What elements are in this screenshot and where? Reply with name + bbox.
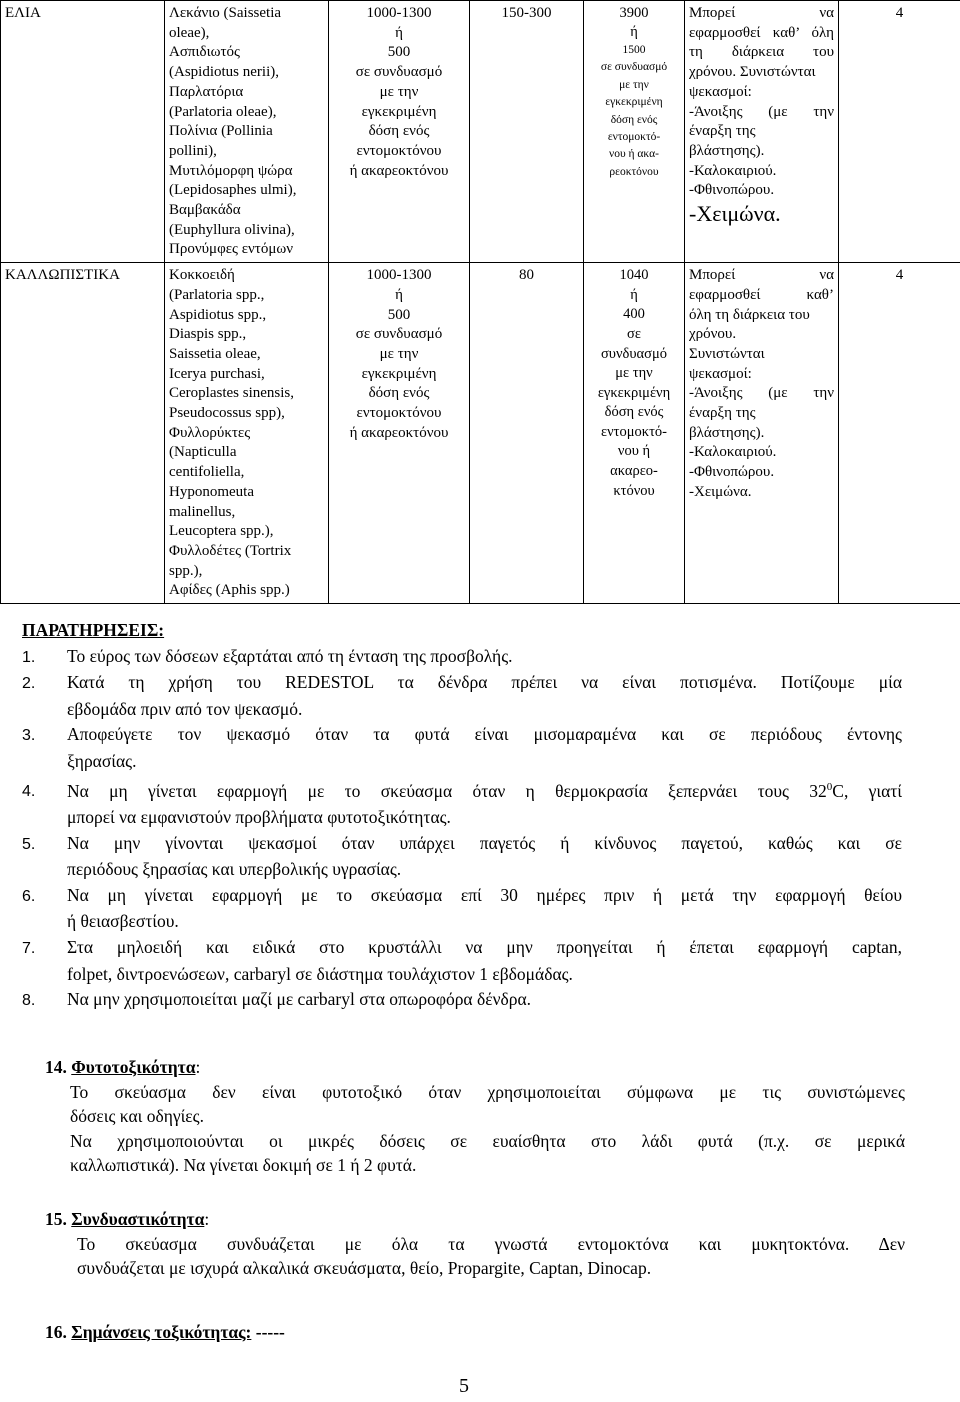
pest-line: Προνύμφες εντόμων [169, 241, 294, 258]
pest-line: Pseudocossus spp), [169, 405, 285, 422]
section-title: Συνδυαστικότητα [71, 1209, 205, 1229]
remark-item [22, 883, 902, 935]
dose-line: 1000-1300 [366, 267, 432, 284]
water-line: κτόνου [613, 482, 655, 499]
water-line: δόση ενός [610, 113, 658, 126]
dose-line: εγκεκριμένη [361, 103, 437, 120]
remark-text: ξηρασίας. [67, 750, 137, 771]
pest-line: Leucoptera spp.), [169, 523, 274, 540]
pest-line: Icerya purchasi, [169, 365, 265, 382]
remark-text: Αποφεύγετε τον ψεκασμό όταν τα φυτά είναι μισομαραμένα και σε περιόδους έντονης [67, 724, 902, 745]
pest-line: Saissetia oleae, [169, 345, 261, 362]
remark-text: folpet, διντροενώσεων, carbaryl σε διάστημα τουλάχιστον 1 εβδομάδας. [67, 963, 573, 984]
section-value: ----- [255, 1322, 285, 1342]
dose-line: 500 [387, 44, 411, 61]
water-line: ή [630, 24, 638, 40]
pest-line: Φυλλορύκτες [169, 424, 251, 441]
pest-line: Παρλατόρια [169, 83, 244, 100]
toxicity-labels-section [45, 1320, 905, 1345]
dose-line: ή [395, 24, 403, 41]
remark-item [22, 987, 902, 1014]
dose-per-area: 150-300 [501, 5, 552, 21]
pest-line: Κοκκοειδή [169, 267, 235, 284]
pest-line: Φυλλοδέτες (Tortrix [169, 542, 292, 559]
pest-line: malinellus, [169, 503, 236, 520]
timing-line: -Καλοκαιριού. [689, 162, 777, 179]
remark-item [22, 775, 902, 831]
timing-line: όλη τη διάρκεια του [689, 306, 810, 323]
remark-number: 5. [22, 835, 36, 853]
section-colon: : [204, 1209, 210, 1229]
pest-line: Diaspis spp., [169, 326, 247, 343]
timing-line: -Χειμώνα. [689, 201, 781, 227]
dose-line: σε συνδυασμό [355, 326, 443, 343]
pest-line: Hyponomeuta [169, 483, 254, 500]
pest-line: centifoliella, [169, 464, 245, 481]
timing-line: έναρξη της [689, 123, 756, 140]
section-title: Σημάνσεις τοξικότητας: [71, 1322, 252, 1342]
water-line: ακαρεο- [610, 463, 658, 480]
remark-text: ή θειασβεστίου. [67, 911, 179, 932]
pest-line: (Euphyllura olivina), [169, 221, 295, 238]
remark-text: Να μη γίνεται εφαρμογή με το σκεύασμα όταν η θερμοκρασία ξεπερνάει τους 32 [67, 780, 827, 801]
crop-cell [1, 1, 165, 263]
remark-text: μπορεί να εμφανιστούν προβλήματα φυτοτοξικότητας. [67, 806, 451, 827]
max-sprays-cell [839, 263, 960, 604]
dosage-table [0, 0, 960, 604]
remark-number: 6. [22, 887, 36, 905]
remarks-section [22, 618, 902, 1014]
water-line: 400 [623, 306, 645, 323]
water-volume-cell [584, 1, 685, 263]
remark-item [22, 935, 902, 987]
timing-line: τη διάρκεια του [689, 44, 834, 61]
water-line: σε [627, 325, 641, 342]
dose-line: με την [379, 83, 419, 100]
section-line: δόσεις και οδηγίες. [70, 1106, 204, 1126]
pest-line: Aspidiotus spp., [169, 306, 267, 323]
water-line: εγκεκριμένη [605, 96, 663, 109]
dose-line: με την [379, 345, 419, 362]
pests-cell [165, 1, 329, 263]
dose-line: σε συνδυασμό [355, 64, 443, 81]
remark-text: περιόδους ξηρασίας και υπερβολικής υγρασίας. [67, 859, 402, 880]
crop-name: ΕΛΙΑ [5, 5, 41, 21]
dose-line: ή ακαρεοκτόνου [349, 162, 449, 179]
water-volume-cell [584, 263, 685, 604]
pest-line: Πολίνια (Pollinia pollini), [169, 123, 273, 159]
timing-line: -Φθινοπώρου. [689, 464, 775, 481]
dose-cell [329, 1, 470, 263]
remarks-list [22, 644, 902, 1014]
timing-line: Μπορεί να [689, 267, 834, 284]
remark-number: 4. [22, 783, 36, 801]
dose-line: ή ακαρεοκτόνου [349, 424, 449, 441]
pests-cell [165, 263, 329, 604]
pest-line: Αφίδες (Aphis spp.) [169, 582, 290, 599]
section-number: 15. [45, 1209, 67, 1229]
max-sprays-cell [839, 1, 960, 263]
dose-line: εγκεκριμένη [361, 365, 437, 382]
pest-line: (Parlatoria oleae), [169, 103, 277, 120]
section-line: συνδυάζεται με ισχυρά αλκαλικά σκευάσματα, θείο, Propargite, Captan, Dinocap. [77, 1258, 652, 1278]
dose-line: 1000-1300 [366, 5, 432, 21]
water-line: συνδυασμό [600, 345, 667, 362]
remark-text: εβδομάδα πριν από τον ψεκασμό. [67, 698, 303, 719]
dose-line: 500 [387, 306, 411, 323]
water-line: ρεοκτόνου [609, 165, 659, 178]
section-line: Το σκεύασμα συνδυάζεται με όλα τα γνωστά εντομοκτόνα και μυκητοκτόνα. Δεν [77, 1233, 905, 1254]
remark-item [22, 831, 902, 883]
crop-cell [1, 263, 165, 604]
section-line: Να χρησιμοποιούνται οι μικρές δόσεις σε ευαίσθητα στο λάδι φυτά (π.χ. σε μερικά [70, 1130, 905, 1151]
remark-item [22, 670, 902, 722]
remarks-heading: ΠΑΡΑΤΗΡΗΣΕΙΣ: [22, 620, 165, 640]
pest-line: (Napticulla [169, 444, 237, 461]
section-line: Το σκεύασμα δεν είναι φυτοτοξικό όταν χρησιμοποιείται σύμφωνα με τις συνιστώμενες [70, 1081, 905, 1102]
timing-line: βλάστησης). [689, 424, 765, 441]
remark-number: 7. [22, 939, 36, 957]
water-line: δόση ενός [604, 404, 664, 421]
timing-line: -Χειμώνα. [689, 483, 752, 500]
timing-line: εφαρμοσθεί καθ’ [689, 286, 834, 303]
water-line: νου ή ακα- [609, 148, 659, 161]
water-line: με την [619, 78, 649, 91]
water-line: εντομοκτό- [607, 131, 661, 144]
remark-number: 8. [22, 992, 36, 1010]
timing-cell [685, 1, 839, 263]
timing-line: -Άνοιξης (με την [689, 103, 834, 120]
water-line: με την [615, 365, 653, 382]
remark-text: Να μην γίνονται ψεκασμοί όταν υπάρχει παγετός ή κίνδυνος παγετού, καθώς και σε [67, 832, 902, 853]
timing-line: Συνιστώνται [689, 345, 765, 362]
remark-item [22, 644, 902, 671]
compatibility-section [45, 1207, 905, 1281]
timing-line: ψεκασμοί: [689, 365, 752, 382]
section-title: Φυτοτοξικότητα [71, 1057, 196, 1077]
timing-line: -Καλοκαιριού. [689, 444, 777, 461]
remark-text: Να μην χρησιμοποιείται μαζί με carbaryl στα οπωροφόρα δένδρα. [67, 989, 531, 1010]
timing-line: χρόνου. Συνιστώνται [689, 64, 816, 81]
water-line: 3900 [619, 5, 649, 21]
water-line: νου ή [617, 443, 651, 460]
timing-line: ψεκασμοί: [689, 83, 752, 100]
remark-text: Στα μηλοειδή και ειδικά στο κρυστάλλι να μην προηγείται ή έπεται εφαρμογή captan, [67, 936, 902, 957]
dose-per-area-cell [470, 263, 584, 604]
timing-line: -Άνοιξης (με την [689, 385, 834, 402]
timing-line: -Φθινοπώρου. [689, 182, 775, 199]
dose-per-area-cell [470, 1, 584, 263]
dose-line: εντομοκτόνου [356, 142, 442, 159]
timing-line: Μπορεί να [689, 5, 834, 21]
pest-line: Λεκάνιο (Saissetia oleae), [169, 5, 282, 41]
dose-line: ή [395, 286, 403, 303]
max-sprays: 4 [895, 5, 904, 21]
water-line: σε συνδυασμό [600, 61, 668, 74]
pest-line: (Aspidiotus nerii), [169, 64, 279, 81]
dose-per-area: 80 [519, 267, 534, 284]
remark-number: 1. [22, 648, 36, 666]
pest-line: Βαμβακάδα [169, 202, 241, 219]
timing-line: έναρξη της [689, 405, 756, 422]
section-body [45, 1232, 905, 1281]
water-line: εντομοκτό- [601, 423, 667, 440]
timing-cell [685, 263, 839, 604]
water-line: ή [630, 286, 638, 303]
dose-line: εντομοκτόνου [356, 405, 442, 422]
table-row [1, 1, 960, 263]
section-number: 14. [45, 1057, 67, 1077]
remark-number: 3. [22, 727, 36, 745]
section-colon: : [195, 1057, 201, 1077]
remark-text: Να μη γίνεται εφαρμογή με το σκεύασμα επί 30 ημέρες πριν ή μετά την εφαρμογή θείου [67, 884, 902, 905]
section-line: καλλωπιστικά). Να γίνεται δοκιμή σε 1 ή 2 φυτά. [70, 1155, 417, 1175]
dose-cell [329, 263, 470, 604]
remark-text: C, γιατί [832, 780, 902, 801]
pest-line: (Lepidosaphes ulmi), [169, 182, 297, 199]
water-line: 1500 [622, 44, 646, 56]
dose-line: δόση ενός [368, 385, 430, 402]
dose-line: δόση ενός [368, 123, 430, 140]
remark-text: Το εύρος των δόσεων εξαρτάται από τη ένταση της προσβολής. [67, 645, 513, 666]
pest-line: (Parlatoria spp., [169, 286, 265, 303]
crop-name: ΚΑΛΛΩΠΙΣΤΙΚΑ [5, 267, 120, 284]
timing-line: βλάστησης). [689, 142, 765, 159]
timing-line: εφαρμοσθεί καθ’ όλη [689, 24, 834, 41]
phytotoxicity-section [45, 1055, 905, 1178]
pest-line: spp.), [169, 562, 203, 579]
section-body [45, 1080, 905, 1178]
section-number: 16. [45, 1322, 67, 1342]
pest-line: Ασπιδιωτός [169, 44, 240, 61]
remark-text: Κατά τη χρήση του REDESTOL τα δένδρα πρέπει να είναι ποτισμένα. Ποτίζουμε μία [67, 672, 902, 693]
degree-superscript: 0 [826, 780, 833, 793]
pest-line: Μυτιλόμορφη ψώρα [169, 162, 293, 179]
timing-line: χρόνου. [689, 326, 737, 343]
page-number: 5 [459, 1375, 469, 1397]
pest-line: Ceroplastes sinensis, [169, 385, 294, 402]
water-line: εγκεκριμένη [597, 384, 671, 401]
table-row [1, 263, 960, 604]
max-sprays: 4 [895, 267, 904, 284]
remark-item [22, 722, 902, 774]
remark-number: 2. [22, 675, 36, 693]
water-line: 1040 [619, 267, 649, 284]
